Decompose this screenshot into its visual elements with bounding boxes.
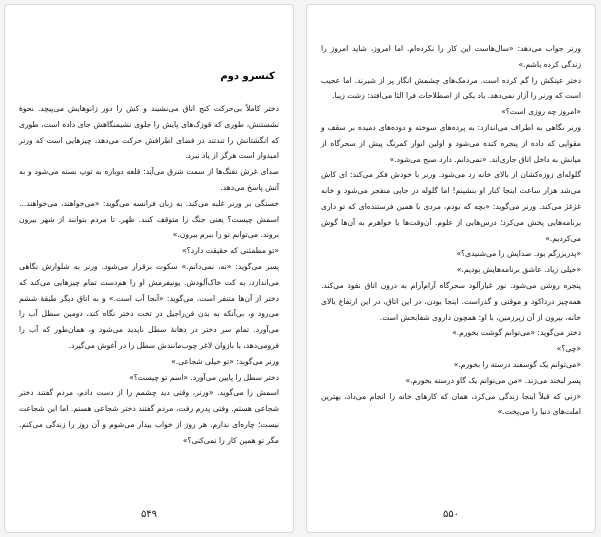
paragraph: دختر می‌گوید: «می‌توانم گوشت بخورم.» [452,328,581,338]
paragraph: گلوله‌ای زوزه‌کشان از بالای خانه رد می‌شود. ورنر با خودش فکر می‌کند: ای کاش می‌شد هزار ساعت اینجا کنار او بنشینم! اما گلوله در جایی منفجر می‌شود و خانه غژغژ می‌کند. ورنر می‌گوید: «بچه که بودم، مردی با همین فرستنده‌ای که تو داری برنامه‌هایی پخش می‌کرد؛ درس‌هایی از علوم. آن‌وقت‌ها با خواهرم به آن‌ها گوش می‌کردیم.» [321,170,581,243]
paragraph: دختر عینکش را گم کرده است. مردمک‌های چشمش انگار پر از شیرند. اما عجیب است که ورنر را آزار نمی‌دهد. یاد یکی از اصطلاحات فرا الئا می‌افتد: زشت زیبا. [321,75,581,101]
paragraph: ورنر جواب می‌دهد: «سال‌هاست این کار را نکرده‌ام. اما امروز، شاید امروز را زندگی کرده باشم.» [321,44,581,69]
page-number: ۵۵۰ [442,509,460,520]
page-number: ۵۴۹ [140,509,158,520]
paragraph: پنجره روشن می‌شود. نور غبارآلود سحرگاه آرام‌آرام به درون اتاق نفوذ می‌کند. همه‌چیز درداکود و موقتی و گذراست. اینجا بودن، در این اتاق، در این ارتفاع بالای خانه، بیرون از آن زیرزمین، با او: همچون داروی شفابخش است. [321,280,581,322]
paragraph: ورنر نگاهی به اطراف می‌اندازد: به پرده‌های سوخته و دوده‌های دمیده بر سقف و مقوایی که داده از پنجره کنده می‌شود و اولین انوار کمرنگ پیش از سحرگاه از میانش به داخل اتاق جاری‌اند. «نمی‌دانم. دارد صبح می‌شود.» [321,122,581,164]
paragraph: پسر می‌گوید: «نه، نمی‌دانم.» سکوت برقرار می‌شود. ورنر به شلوارش نگاهی می‌اندازد، به کت خاک‌آلودش. یونیفرمش او را هم‌دست تمام چیزهایی می‌کند که دختر از آن‌ها متنفر است. می‌گوید: «آنجا آب است.» و به اتاق دیگر طبقهٔ ششم می‌رود و، بی‌آنکه به بدن فن‌راجیل در تخت دختر نگاه کند، دومین سطل آب را می‌آورد. تمام سر دختر در دهانهٔ سطل ناپدید می‌شود و، همان‌طور که آب را فرومی‌دهد، با بازوان لاغر چوب‌مانندش سطل را در آغوش می‌گیرد. [19,261,279,350]
paragraph: پسر لبخند می‌زند. «من می‌توانم یک گاو درسته بخورم.» [405,375,581,385]
paragraph: دختر سطل را پایین می‌آورد. «اسم تو چیست؟» [129,372,279,382]
right-page-text [321,41,581,420]
paragraph: «خیلی زیاد. عاشق برنامه‌هایش بودیم.» [456,265,581,275]
paragraph: «چی؟» [556,344,581,354]
paragraph: «پدربزرگم بود. صدایش را می‌شنیدی؟» [456,249,581,259]
paragraph: ورنر می‌گوید: «تو خیلی شجاعی.» [171,356,279,366]
paragraph: اسمش را می‌گوید. «ورنر، وقتی دید چشمم را از دست دادم، مردم گفتند دختر شجاعی هستم. وقتی پدرم رفت، مردم گفتند دختر شجاعی هستم. اما این شجاعت نیست؛ چاره‌ای ندارم. هر روز از خواب بیدار می‌شوم و آن روز را زندگی می‌کنم. مگر تو همین کار را نمی‌کنی؟» [19,388,279,445]
paragraph: خستگی بر ورنر غلبه می‌کند. به زبان فرانسه می‌گوید: «می‌خواهند، می‌خواهند... اسمش چیست؟ یعنی جنگ را متوقف کنند. ظهر. تا مردم بتوانند از شهر بیرون بروند. می‌توانم تو را ببرم بیرون.» [19,198,279,240]
left-page-text [19,101,279,449]
paragraph: صدای غرش تفنگ‌ها از سمت شرق می‌آید: قلعه دوباره به توپ بسته می‌شود و به آتش پاسخ می‌دهد. [19,167,279,192]
paragraph: «می‌توانم یک گوسفند درسته را بخورم.» [453,359,581,369]
left-page [4,4,294,533]
paragraph: «زنی که قبلاً اینجا زندگی می‌کرد، همان که کارهای خانه را انجام می‌داد، بهترین املت‌های دنیا را می‌پخت.» [321,391,581,417]
paragraph: دختر کاملاً بی‌حرکت کنج اتاق می‌نشیند و کش را دور زانوهایش می‌پیچد. نحوهٔ نشستنش، طوری که قوزک‌های پایش را جلوی نشیمنگاهش جای داده است، طوری که انگشتانش را تندتند در فضای اطرافش حرکت می‌دهد، چیزهایی است که ورنر امیدوار است هرگز از یاد نبرد. [19,104,279,161]
right-page [306,4,596,533]
paragraph: «امروز چه روزی است؟» [501,107,581,117]
paragraph: «تو مطمئنی که حقیقت دارد؟» [182,246,279,256]
chapter-title: کنسرو دوم [220,71,275,82]
